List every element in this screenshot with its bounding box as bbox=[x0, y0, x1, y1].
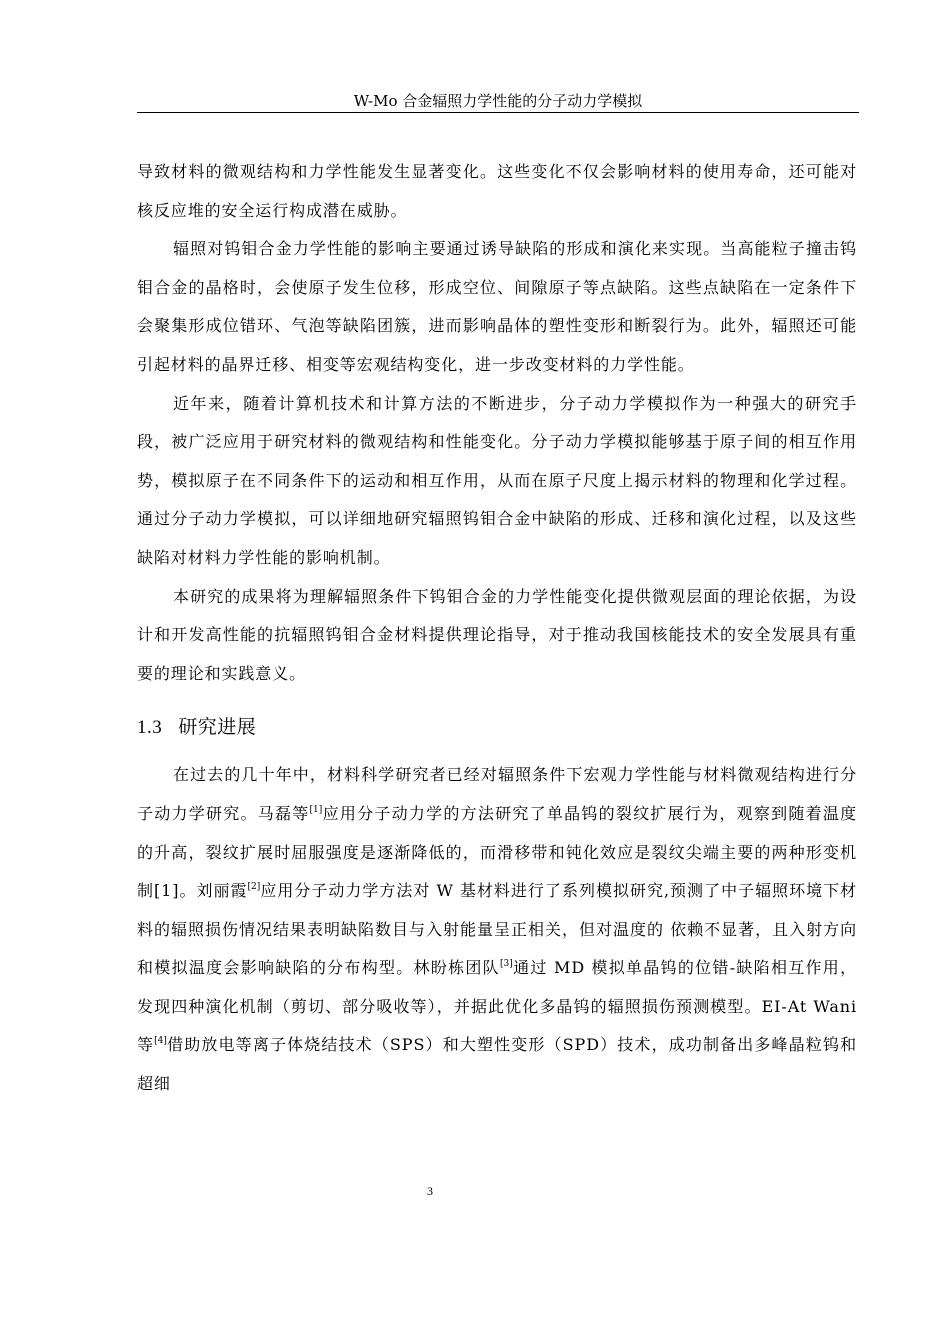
text-segment: 应用分子动力学的方法研究了单晶钨的裂纹扩展行为，观察到随着温度的升高，裂纹扩展时屈服强度是逐渐降低的，而滑移带和钝化效应是裂纹尖端主要的两种形变机制[1]。刘丽霞 bbox=[137, 803, 857, 901]
section-title: 研究进展 bbox=[178, 716, 257, 739]
paragraph-md-simulation: 近年来，随着计算机技术和计算方法的不断进步，分子动力学模拟作为一种强大的研究手段，被广泛应用于研究材料的微观结构和性能变化。分子动力学模拟能够基于原子间的相互作用势，模拟原子在不同条件下的运动和相互作用，从而在原子尺度上揭示材料的物理和化学过程。通过分子动力学模拟，可以详细地研究辐照钨钼合金中缺陷的形成、迁移和演化过程，以及这些缺陷对材料力学性能的影响机制。 bbox=[137, 393, 857, 567]
text-segment: 应用分子动力学方法对 W 基材料进行了系列模拟研究,预测了中子辐照环境下材料的辐照损伤情况结果表明缺陷数目与入射能量呈正相关，但对温度的 依赖不显著，且入射方向和模拟温度会影响缺陷的分布构型。林盼栋团队 bbox=[137, 881, 857, 978]
section-number: 1.3 bbox=[137, 717, 163, 739]
header-rule bbox=[137, 112, 859, 113]
text-segment: 借助放电等离子体烧结技术（SPS）和大塑性变形（SPD）技术，成功制备出多峰晶粒钨和超细 bbox=[137, 1035, 857, 1094]
paragraph-irradiation-effects: 辐照对钨钼合金力学性能的影响主要通过诱导缺陷的形成和演化来实现。当高能粒子撞击钨钼合金的晶格时，会使原子发生位移，形成空位、间隙原子等点缺陷。这些点缺陷在一定条件下会聚集形成位错环、气泡等缺陷团簇，进而影响晶体的塑性变形和断裂行为。此外，辐照还可能引起材料的晶界迁移、相变等宏观结构变化，进一步改变材料的力学性能。 bbox=[137, 239, 857, 374]
paragraph-significance: 本研究的成果将为理解辐照条件下钨钼合金的力学性能变化提供微观层面的理论依据，为设计和开发高性能的抗辐照钨钼合金材料提供理论指导，对于推动我国核能技术的安全发展具有重要的理论和实践意义。 bbox=[137, 586, 857, 683]
section-heading bbox=[137, 713, 857, 742]
page-number: 3 bbox=[427, 1184, 433, 1198]
citation-ref[interactable]: [1] bbox=[309, 804, 323, 815]
text-segment: 在过去的几十年中，材料科学研究者已经对辐照条件下宏观力学性能与材料微观结构进行分子动力学研究。马磊等 bbox=[137, 765, 857, 823]
body-text bbox=[137, 153, 857, 1104]
citation-ref[interactable]: [3] bbox=[499, 959, 513, 970]
running-header: W-Mo 合金辐照力学性能的分子动力学模拟 bbox=[353, 92, 643, 110]
citation-ref[interactable]: [2] bbox=[247, 882, 261, 893]
paragraph-research-progress bbox=[137, 756, 857, 1103]
paragraph-continuation: 导致材料的微观结构和力学性能发生显著变化。这些变化不仅会影响材料的使用寿命，还可能对核反应堆的安全运行构成潜在威胁。 bbox=[137, 162, 857, 220]
citation-ref[interactable]: [4] bbox=[154, 1036, 167, 1047]
text-segment: 通过 MD 模拟单晶钨的位错-缺陷相互作用，发现四种演化机制（剪切、部分吸收等），并据此优化多晶钨的辐照损伤预测模型。EI-At Wani 等 bbox=[137, 958, 857, 1055]
